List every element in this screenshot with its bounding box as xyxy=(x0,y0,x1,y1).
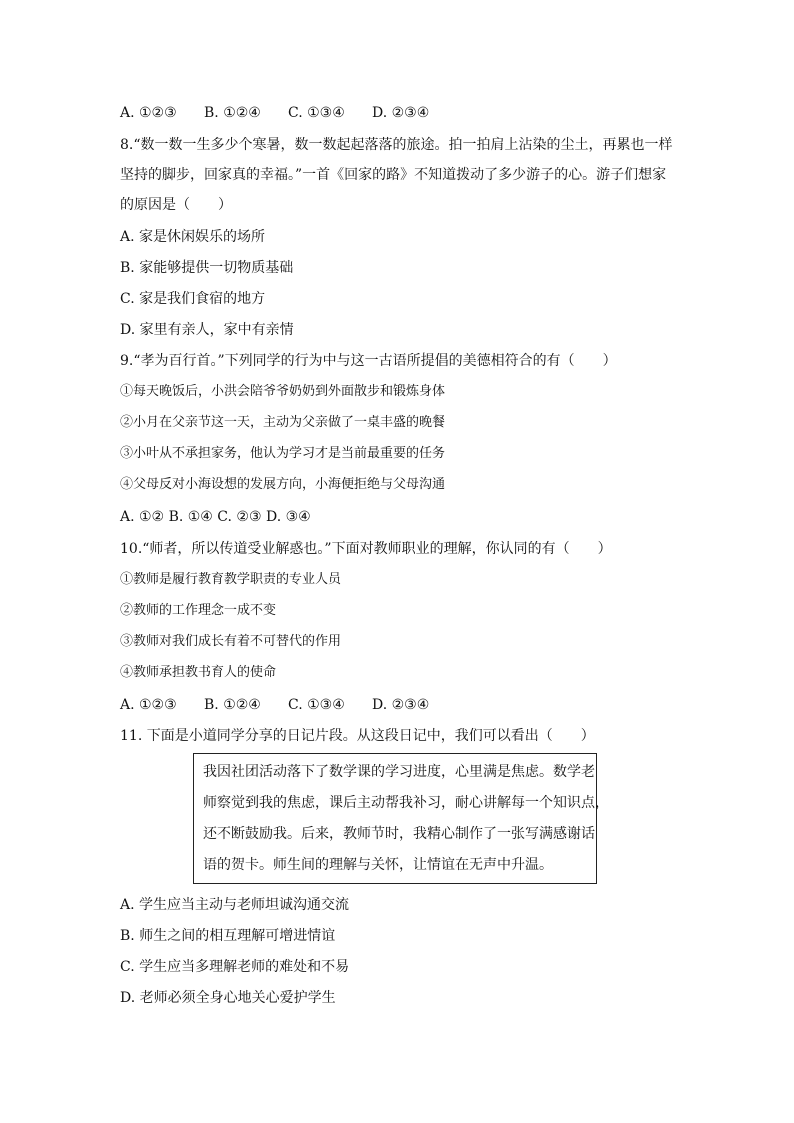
q8-stem-line-2: 坚持的脚步，回家真的幸福。”一首《回家的路》不知道拨动了多少游子的心。游子们想家 xyxy=(120,167,667,183)
q11-stem: 11. 下面是小道同学分享的日记片段。从这段日记中，我们可以看出（ ） xyxy=(120,728,595,744)
q7-options xyxy=(120,104,429,122)
q9-item-1: ①每天晚饭后，小洪会陪爷爷奶奶到外面散步和锻炼身体 xyxy=(120,384,446,399)
q10-option-c: C. ①③④ xyxy=(288,697,345,713)
diary-line-2: 师察觉到我的焦虑，课后主动帮我补习，耐心讲解每一个知识点， xyxy=(203,795,609,811)
q8-option-b: B. 家能够提供一切物质基础 xyxy=(120,260,294,276)
diary-line-4: 语的贺卡。师生间的理解与关怀，让情谊在无声中升温。 xyxy=(203,857,553,873)
q8-option-a: A. 家是休闲娱乐的场所 xyxy=(120,229,266,245)
q9-item-3: ③小叶从不承担家务，他认为学习才是当前最重要的任务 xyxy=(120,446,446,461)
q7-option-b: B. ①②④ xyxy=(204,105,261,121)
q10-option-a: A. ①②③ xyxy=(120,697,177,713)
q11-option-d: D. 老师必须全身心地关心爱护学生 xyxy=(120,990,336,1006)
q10-item-3: ③教师对我们成长有着不可替代的作用 xyxy=(120,634,342,649)
diary-line-3: 还不断鼓励我。后来，教师节时，我精心制作了一张写满感谢话 xyxy=(203,826,595,842)
q7-option-c: C. ①③④ xyxy=(288,105,345,121)
q10-item-2: ②教师的工作理念一成不变 xyxy=(120,603,277,618)
q9-item-4: ④父母反对小海设想的发展方向，小海便拒绝与父母沟通 xyxy=(120,477,446,492)
q10-item-4: ④教师承担教书育人的使命 xyxy=(120,665,277,680)
q10-stem: 10.“师者，所以传道受业解惑也。”下面对教师职业的理解，你认同的有（ ） xyxy=(120,541,612,557)
q9-item-2: ②小月在父亲节这一天，主动为父亲做了一桌丰盛的晚餐 xyxy=(120,415,446,430)
q9-options: A. ①② B. ①④ C. ②③ D. ③④ xyxy=(120,509,311,525)
diary-excerpt-box xyxy=(193,753,609,884)
q8-option-c: C. 家是我们食宿的地方 xyxy=(120,291,266,307)
q7-option-a: A. ①②③ xyxy=(120,105,177,121)
q10-options xyxy=(120,696,429,714)
q11-option-a: A. 学生应当主动与老师坦诚沟通交流 xyxy=(120,897,350,913)
q8-stem-line-1: 8.“数一数一生多少个寒暑，数一数起起落落的旅途。拍一拍肩上沾染的尘土，再累也一样 xyxy=(120,137,673,153)
diary-line-1: 我因社团活动落下了数学课的学习进度，心里满是焦虑。数学老 xyxy=(203,764,595,780)
q7-option-d: D. ②③④ xyxy=(372,105,430,121)
q8-option-d: D. 家里有亲人，家中有亲情 xyxy=(120,322,294,338)
q9-stem: 9.“孝为百行首。”下列同学的行为中与这一古语所提倡的美德相符合的有（ ） xyxy=(120,353,617,369)
q11-option-b: B. 师生之间的相互理解可增进情谊 xyxy=(120,928,336,944)
q11-option-c: C. 学生应当多理解老师的难处和不易 xyxy=(120,959,350,975)
q8-stem-line-3: 的原因是（ ） xyxy=(120,197,232,213)
q10-option-d: D. ②③④ xyxy=(372,697,430,713)
q10-item-1: ①教师是履行教育教学职责的专业人员 xyxy=(120,572,342,587)
q10-option-b: B. ①②④ xyxy=(204,697,261,713)
